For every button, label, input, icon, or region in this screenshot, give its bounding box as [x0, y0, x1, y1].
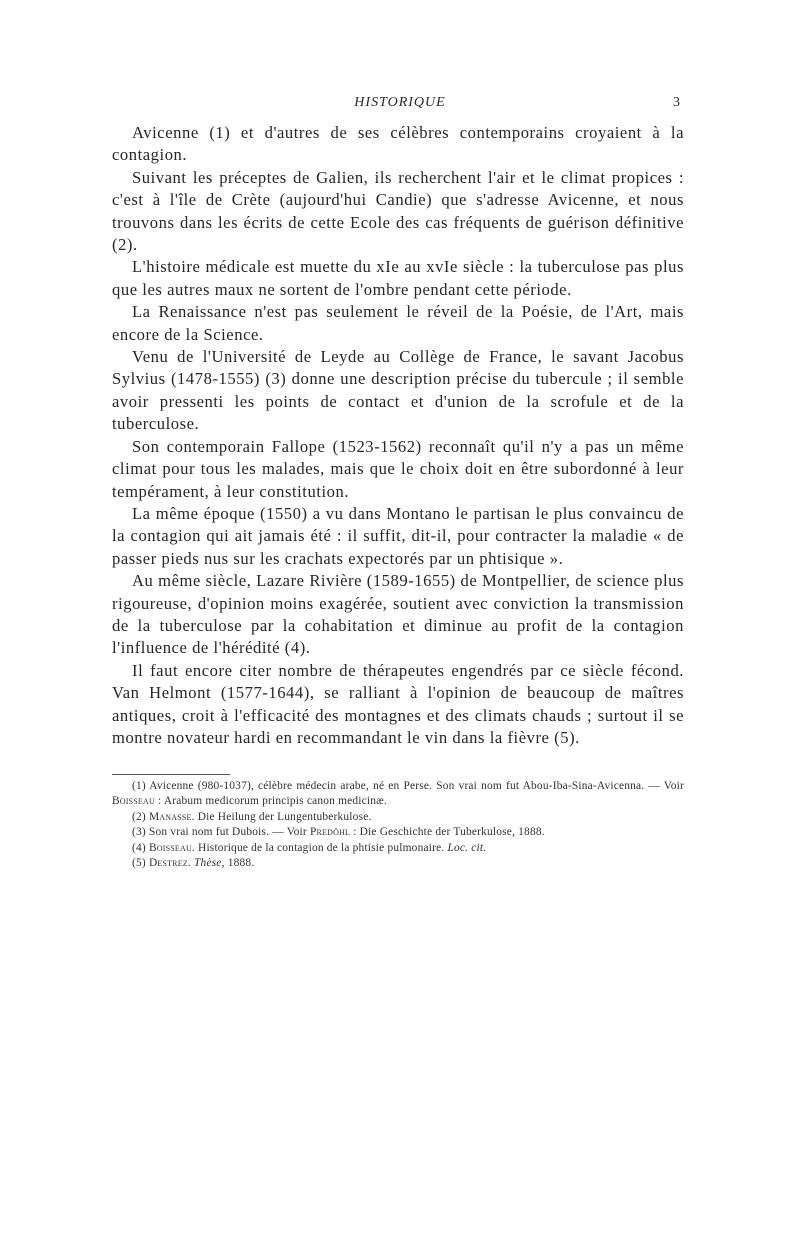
- paragraph: Au même siècle, Lazare Rivière (1589-1655) de Montpellier, de science plus rigoureuse, d'opinion moins exagérée, soutient avec conviction la transmission de la tuberculose par la cohabitation et diminue au profit de la contagion l'influence de l'hérédité (4).: [112, 571, 684, 658]
- paragraph: Venu de l'Université de Leyde au Collège de France, le savant Jacobus Sylvius (1478-1555) (3) donne une description précise du tubercule ; il semble avoir pressenti les points de contact et d'union de la scrofule et de la tuberculose.: [112, 347, 684, 434]
- paragraph: Son contemporain Fallope (1523-1562) reconnaît qu'il n'y a pas un même climat pour tous les malades, mais que le choix doit en être subordonné à leur tempérament, à leur constitution.: [112, 436, 684, 501]
- footnote-2: (2) Manasse. Die Heilung der Lungentuberkulose.: [132, 810, 372, 823]
- paragraph: Suivant les préceptes de Galien, ils recherchent l'air et le climat propices : c'est à l'île de Crète (aujourd'hui Candie) que s'adresse Avicenne, et nous trouvons dans les écrits de cette Ecole des cas fréquents de guérison définitive (2).: [112, 167, 684, 255]
- footnote-4: (4) Boisseau. Historique de la contagion de la phtisie pulmonaire. Loc. cit.: [132, 841, 487, 854]
- footnote-3: (3) Son vrai nom fut Dubois. — Voir Predöhl : Die Geschichte der Tuberkulose, 1888.: [132, 826, 545, 839]
- footnote-5: (5) Destrez. Thèse, 1888.: [132, 857, 255, 870]
- footnote-divider: [112, 774, 230, 775]
- running-title: HISTORIQUE: [354, 95, 446, 110]
- footnote-1: (1) Avicenne (980-1037), célèbre médecin arabe, né en Perse. Son vrai nom fut Abou-Iba-Sina-Avicenna. — Voir Boisseau : Arabum medicorum principis canon medicinæ.: [112, 780, 684, 808]
- footnote-author: Boisseau: [148, 841, 192, 854]
- paragraph: La même époque (1550) a vu dans Montano le partisan le plus convaincu de la contagion qui ait jamais été : il suffit, dit-il, pour contracter la maladie « de passer pieds nus sur les crachats expectorés par un phtisique ».: [112, 503, 684, 568]
- footnote-author: Boisseau: [112, 795, 155, 808]
- paragraph: Avicenne (1) et d'autres de ses célèbres contemporains croyaient à la contagion.: [112, 123, 684, 165]
- paragraph: La Renaissance n'est pas seulement le réveil de la Poésie, de l'Art, mais encore de la Science.: [112, 302, 684, 344]
- running-header: [0, 95, 800, 115]
- page-number: 3: [673, 95, 680, 110]
- paragraph: L'histoire médicale est muette du xIe au xvIe siècle : la tuberculose pas plus que les autres maux ne sortent de l'ombre pendant cette période.: [112, 257, 684, 299]
- footnote-author: Predöhl: [309, 826, 351, 839]
- footnotes: [112, 779, 684, 871]
- paragraph: Il faut encore citer nombre de thérapeutes engendrés par ce siècle fécond. Van Helmont (1577-1644), se ralliant à l'opinion de beaucoup de maîtres antiques, croit à l'efficacité des montagnes et des climats chauds ; surtout il se montre novateur hardi en recommandant le vin dans la fièvre (5).: [112, 660, 684, 747]
- footnote-author: Destrez: [148, 857, 188, 870]
- footnote-author: Manasse: [148, 810, 192, 823]
- main-text: [112, 122, 684, 749]
